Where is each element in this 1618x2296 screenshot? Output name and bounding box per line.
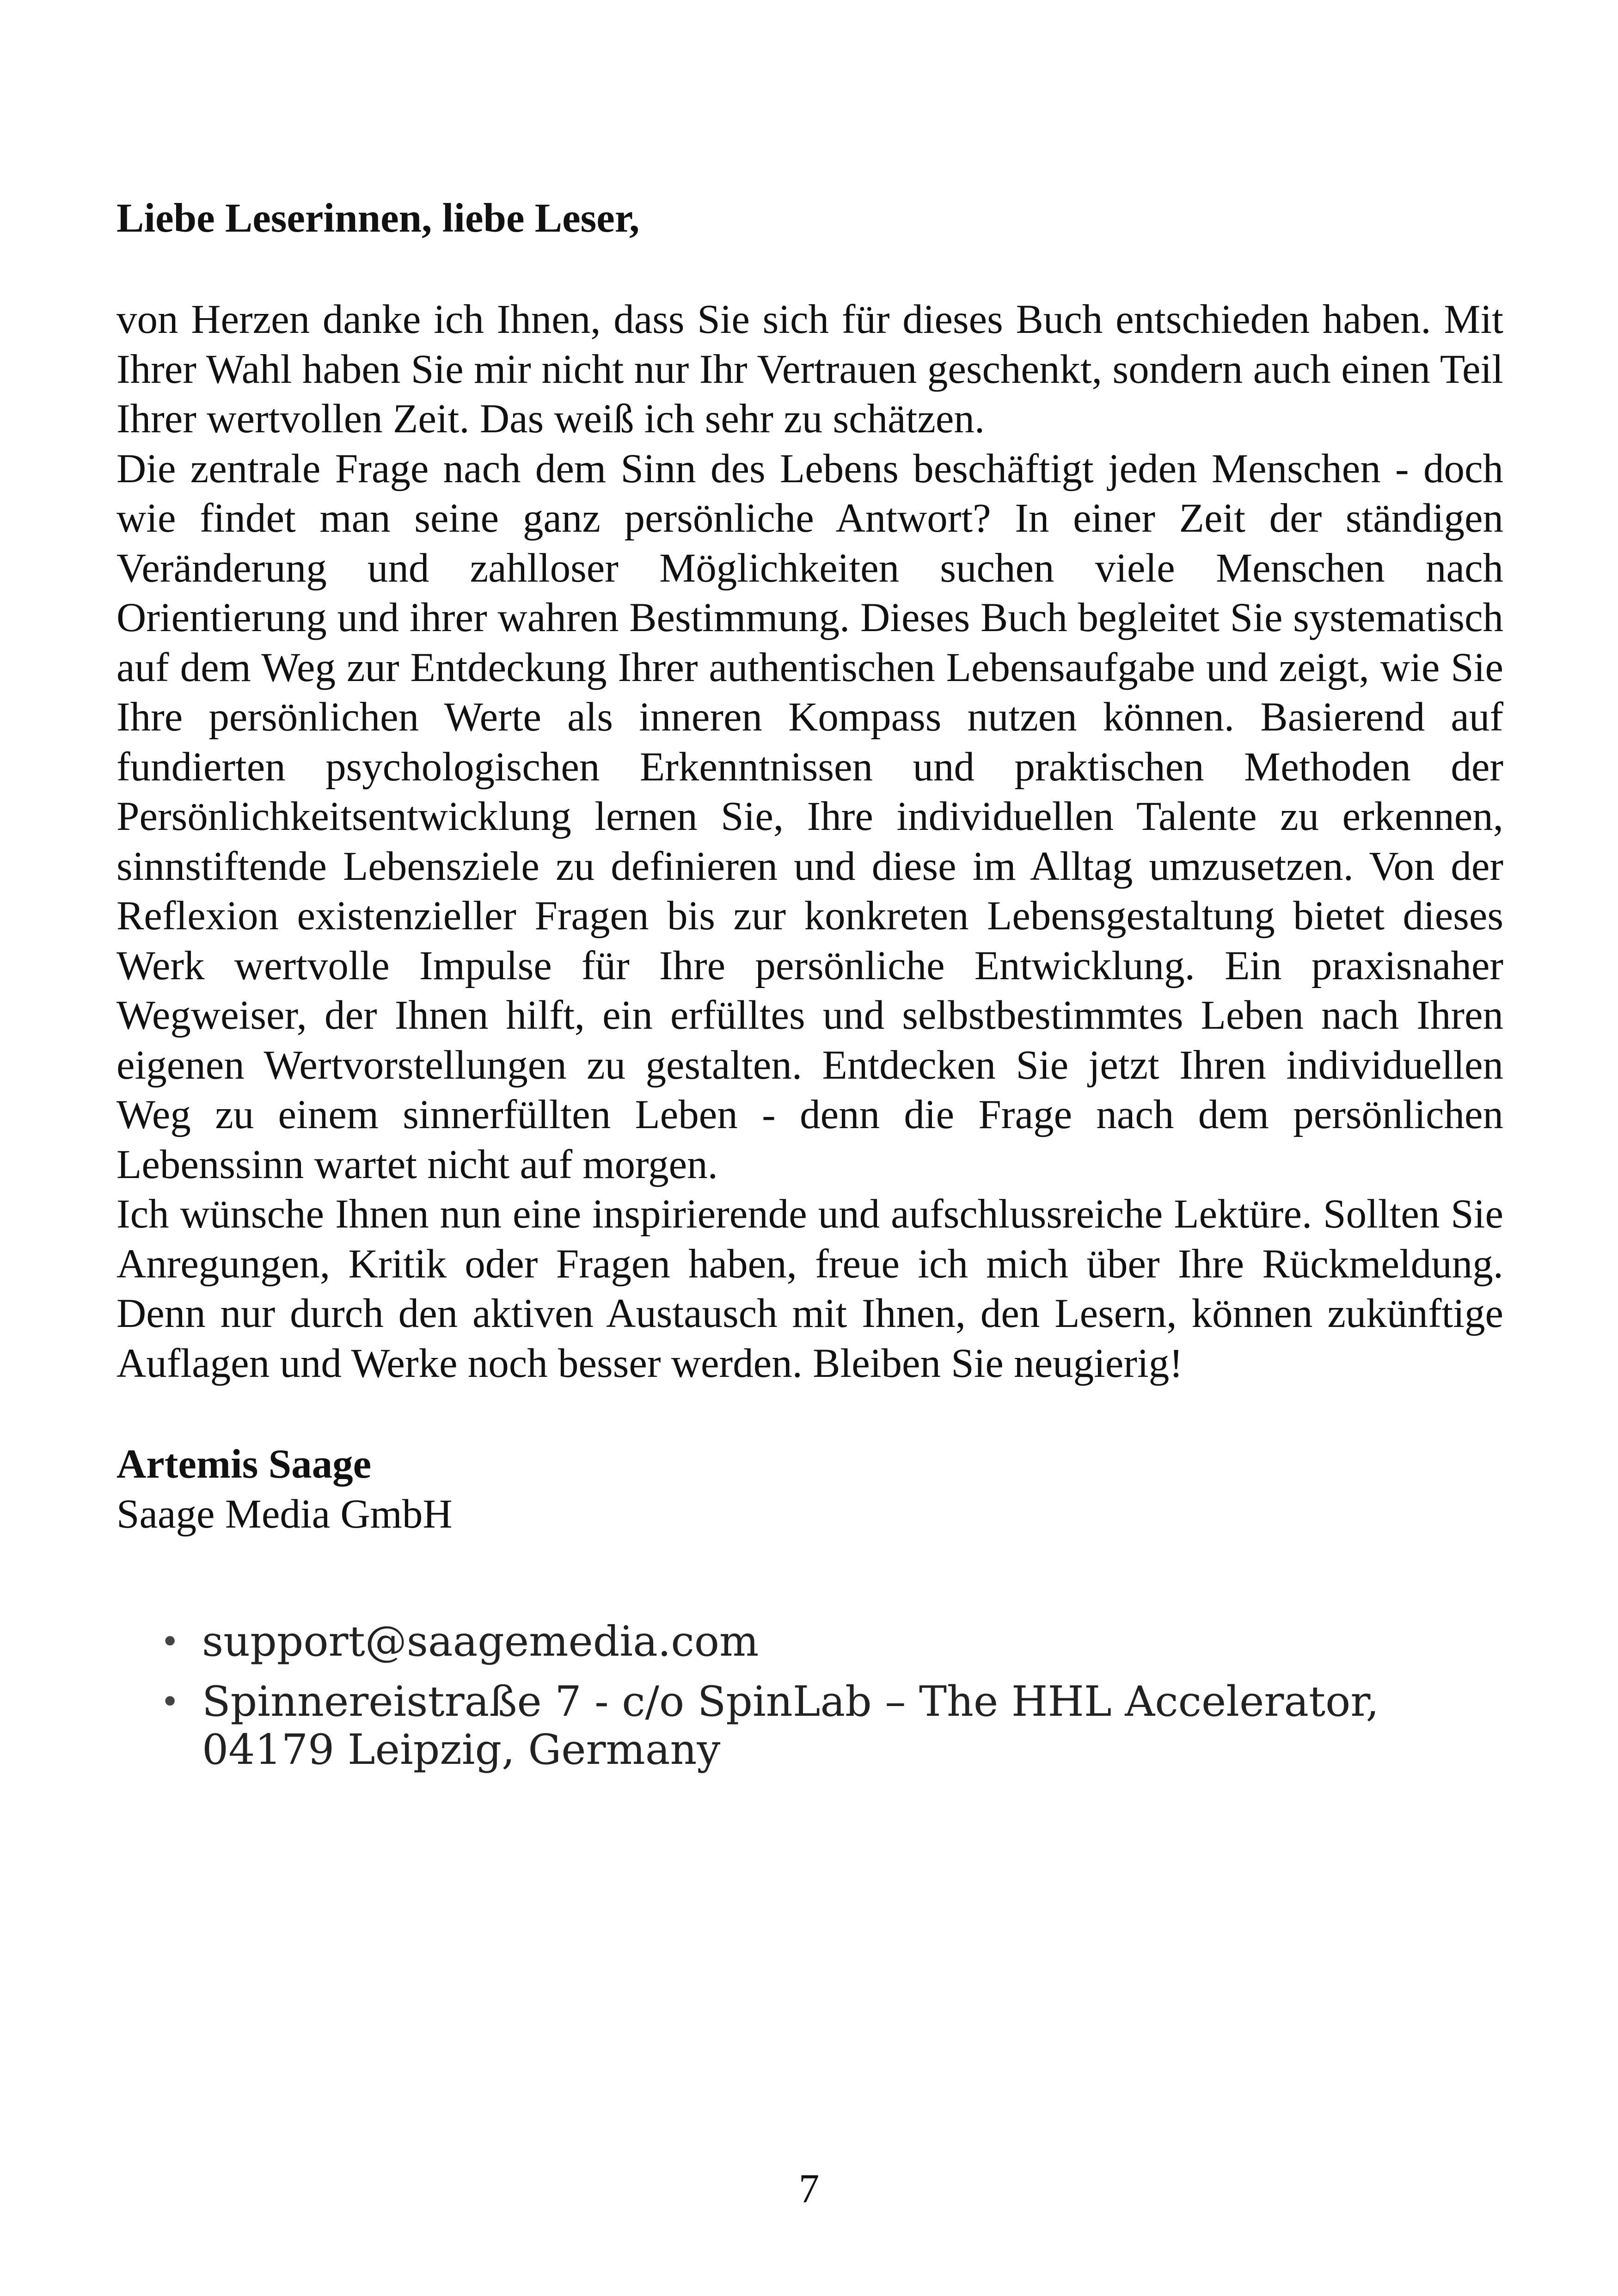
paragraph-book-description: Die zentrale Frage nach dem Sinn des Lebens beschäftigt jeden Menschen - doch wie findet man seine ganz persönliche Antwort? In einer Zeit der ständigen Veränderung und zahlloser Möglichkeiten suchen viele Menschen nach Orientierung und ihrer wahren Bestimmung. Dieses Buch begleitet Sie systematisch auf dem Weg zur Entdeckung Ihrer authentischen Lebensaufgabe und zeigt, wie Sie Ihre persönlichen Werte als inneren Kompass nutzen können. Basierend auf fundierten psychologischen Erkenntnissen und praktischen Methoden der Persönlichkeitsentwicklung lernen Sie, Ihre individuellen Talente zu erkennen, sinnstiftende Lebensziele zu definieren und diese im Alltag umzusetzen. Von der Reflexion existenzieller Fragen bis zur konkreten Lebensgestaltung bietet dieses Werk wertvolle Impulse für Ihre persönliche Entwicklung. Ein praxisnaher Wegweiser, der Ihnen hilft, ein erfülltes und selbstbestimmtes Leben nach Ihren eigenen Wertvorstellungen zu gestalten. Entdecken Sie jetzt Ihren individuellen Weg zu einem sinnerfüllten Leben - denn die Frage nach dem persönlichen Lebenssinn wartet nicht auf morgen. xyxy=(116,446,1503,1187)
author-name: Artemis Saage xyxy=(116,1442,372,1487)
bullet-icon: • xyxy=(160,1683,180,1721)
list-item-address xyxy=(160,1678,1409,1774)
letter-body xyxy=(116,193,1503,1786)
address-text: Spinnereistraße 7 - c/o SpinLab – The HHL Accelerator, 04179 Leipzig, Germany xyxy=(202,1677,1379,1774)
signature-block xyxy=(116,1439,1503,1539)
bullet-icon: • xyxy=(160,1623,180,1661)
paragraph-thanks: von Herzen danke ich Ihnen, dass Sie sich für dieses Buch entschieden haben. Mit Ihrer Wahl haben Sie mir nicht nur Ihr Vertrauen geschenkt, sondern auch einen Teil Ihrer wertvollen Zeit. Das weiß ich sehr zu schätzen. xyxy=(116,297,1503,442)
paragraph-closing: Ich wünsche Ihnen nun eine inspirierende und aufschlussreiche Lektüre. Sollten Sie Anregungen, Kritik oder Fragen haben, freue ich mich über Ihre Rückmeldung. Denn nur durch den aktiven Austausch mit Ihnen, den Lesern, können zukünftige Auflagen und Werke noch besser werden. Bleiben Sie neugierig! xyxy=(116,1191,1503,1386)
company-name: Saage Media GmbH xyxy=(116,1492,453,1537)
list-item-email xyxy=(160,1618,1409,1666)
contact-list xyxy=(116,1618,1409,1774)
page-number: 7 xyxy=(798,2166,820,2211)
email-text: support@saagemedia.com xyxy=(202,1617,759,1666)
salutation: Liebe Leserinnen, liebe Leser, xyxy=(116,196,640,241)
